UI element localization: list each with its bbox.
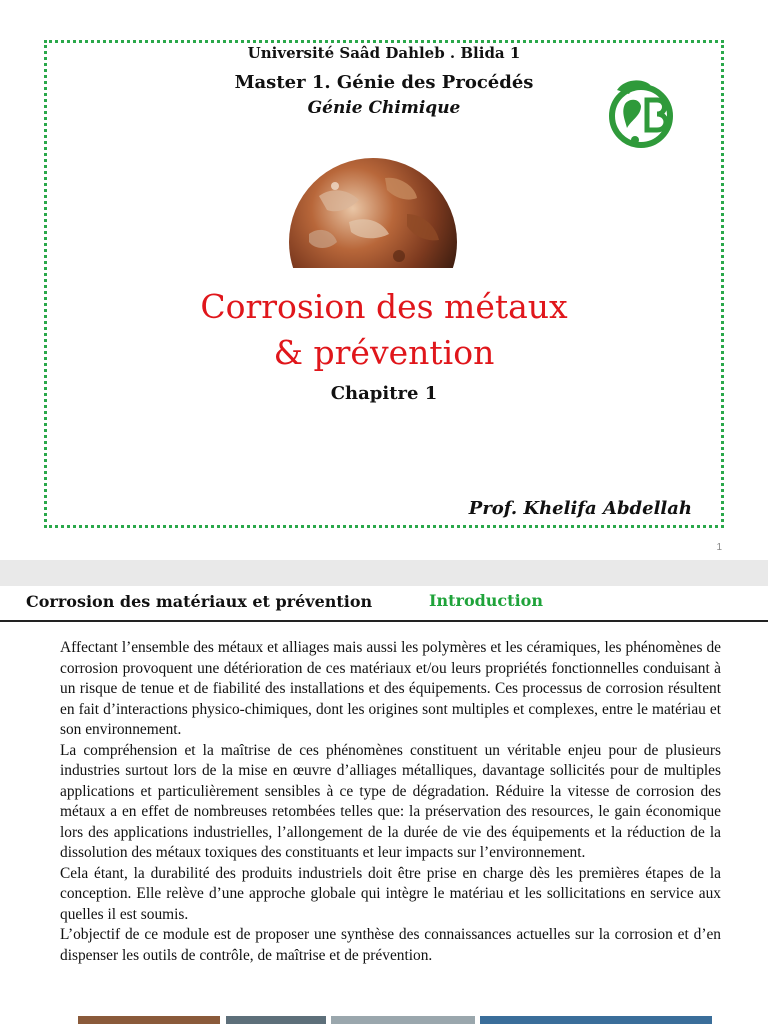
bottom-image-4 <box>480 1016 712 1024</box>
paragraph-1: Affectant l’ensemble des métaux et alliages mais aussi les polymères et les céramiques, les phénomènes de corrosion provoquent une détérioration de ces matériaux et/ou leurs propriétés fonctionnelles conduisant à un risque de tenue et de fiabilité des installations et des équipements. Ces processus de corrosion résultent en fait d’interactions physico-chimiques, dont les origines sont multiples et complexes, entre le matériau et son environnement. <box>60 639 721 738</box>
university-name: Université Saâd Dahleb . Blida 1 <box>247 44 521 62</box>
paragraph-3: Cela étant, la durabilité des produits industriels doit être prise en charge dès les premières étapes de la conception. Elle relève d’une approche globale qui intègre le matériau et les sollicitations en service aux quelles il est soumis. <box>60 864 721 923</box>
corroded-sphere-image <box>289 156 457 268</box>
presentation-title <box>0 284 768 376</box>
author-name: Prof. Khelifa Abdellah <box>468 498 692 519</box>
slide2-header <box>0 586 768 622</box>
program-name: Master 1. Génie des Procédés <box>234 72 534 93</box>
bottom-image-3 <box>331 1016 475 1024</box>
section-title: Introduction <box>429 591 543 610</box>
slide-separator <box>0 560 768 586</box>
introduction-text <box>60 638 721 966</box>
course-title: Corrosion des matériaux et prévention <box>26 592 373 611</box>
bottom-image-1 <box>78 1016 220 1024</box>
paragraph-2: La compréhension et la maîtrise de ces phénomènes constituent un véritable enjeu pour de plusieurs industries surtout lors de la mise en œuvre d’alliages métalliques, davantage sollicités pour de multiples applications et particulièrement sensibles à ce type de dégradation. Réduire la vitesse de corrosion des métaux a en effet de nombreuses retombées telles que: la préservation des resources, le gain économique lors des applications industrielles, l’allongement de la durée de vie des équipements et la réduction de la dissolution des métaux toxiques des constituants et leur impacts sur l’environnement. <box>60 741 721 861</box>
university-logo-icon <box>595 76 687 152</box>
title-line-2: & prévention <box>273 333 495 372</box>
page-number: 1 <box>716 542 722 553</box>
title-line-1: Corrosion des métaux <box>200 287 568 326</box>
paragraph-4: L’objectif de ce module est de proposer une synthèse des connaissances actuelles sur la corrosion et d’en dispenser les outils de contrôle, de maîtrise et de prévention. <box>60 926 721 964</box>
chapter-label: Chapitre 1 <box>330 383 438 404</box>
speciality-name: Génie Chimique <box>307 98 461 118</box>
bottom-image-2 <box>226 1016 326 1024</box>
